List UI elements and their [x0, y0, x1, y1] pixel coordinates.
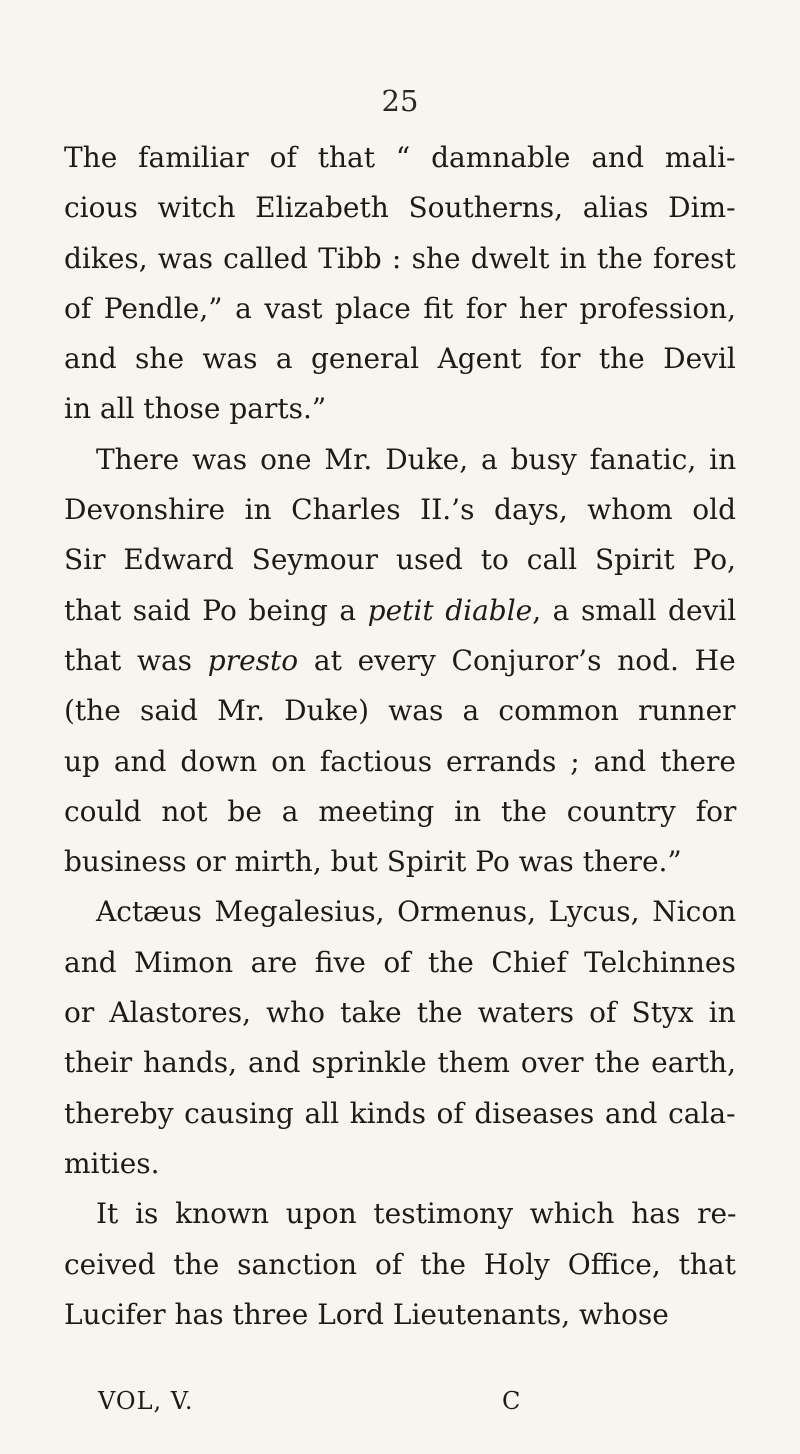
text-line: in all those parts.”	[64, 392, 327, 426]
italic-phrase: petit diable	[367, 593, 533, 627]
text-line: business or mirth, but Spirit Po was there.”	[64, 845, 682, 879]
text-segment: at every Conjuror’s nod. He	[298, 643, 736, 677]
text-line: cious witch Elizabeth Southerns, alias Dim-	[64, 191, 736, 225]
text-line: Lucifer has three Lord Lieutenants, whose	[64, 1297, 669, 1331]
text-block	[64, 133, 736, 1340]
volume-signature: VOL, V.	[98, 1387, 194, 1415]
text-line: ceived the sanction of the Holy Office, that	[64, 1247, 736, 1281]
page-number: 25	[381, 84, 419, 118]
text-line: Actæus Megalesius, Ormenus, Lycus, Nicon	[96, 895, 737, 929]
italic-phrase: presto	[207, 643, 299, 677]
text-line: Devonshire in Charles II.’s days, whom old	[64, 493, 737, 527]
text-line: It is known upon testimony which has re-	[96, 1197, 737, 1231]
text-line: The familiar of that “ damnable and mali-	[64, 141, 736, 174]
text-line	[64, 586, 736, 636]
text-line: could not be a meeting in the country for	[64, 794, 737, 828]
text-line: or Alastores, who take the waters of Styx in	[64, 996, 736, 1030]
gathering-mark: C	[502, 1387, 522, 1415]
text-line: thereby causing all kinds of diseases and cala-	[64, 1096, 736, 1130]
text-line: Sir Edward Seymour used to call Spirit Po,	[64, 543, 736, 577]
text-line: their hands, and sprinkle them over the earth,	[64, 1046, 736, 1080]
text-line: dikes, was called Tibb : she dwelt in the forest	[64, 241, 736, 275]
text-line: and Mimon are five of the Chief Telchinnes	[64, 945, 736, 979]
text-line: and she was a general Agent for the Devil	[64, 342, 736, 376]
text-segment: that was	[64, 643, 208, 677]
text-line: (the said Mr. Duke) was a common runner	[64, 694, 736, 728]
text-line: mities.	[64, 1146, 160, 1180]
text-line: up and down on factious errands ; and there	[64, 744, 736, 778]
text-segment: that said Po being a	[64, 593, 368, 627]
text-segment: , a small devil	[532, 593, 737, 627]
text-line	[64, 636, 736, 686]
text-line: of Pendle,” a vast place fit for her profession,	[64, 291, 737, 325]
text-line: There was one Mr. Duke, a busy fanatic, in	[96, 442, 737, 476]
